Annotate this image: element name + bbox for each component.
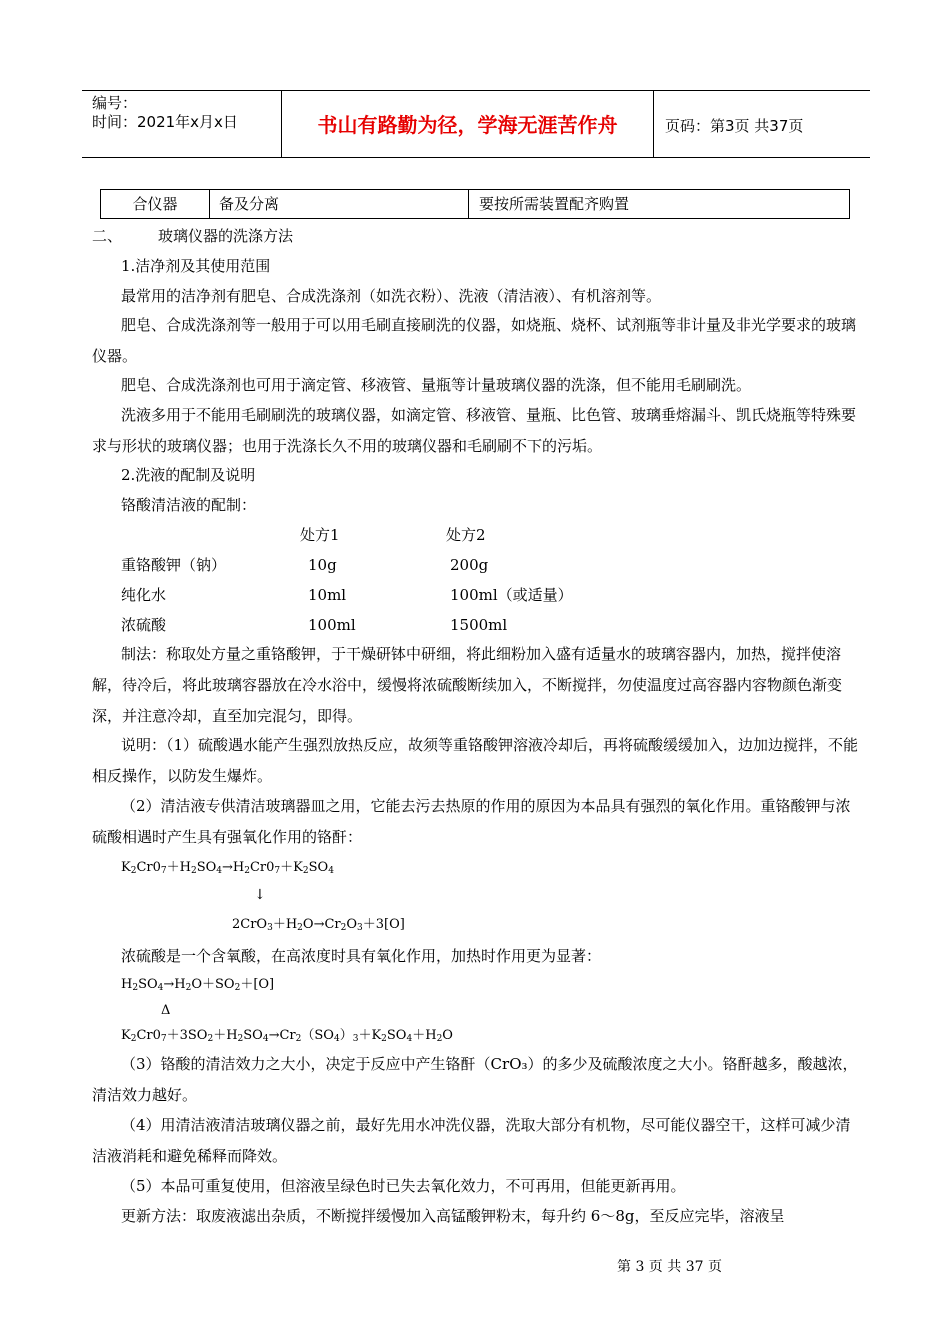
header-left	[92, 94, 238, 132]
recipe-row-name: 纯化水	[121, 586, 167, 604]
chemical-equation: $2CrO_3+H_2O\to Cr_2O_3+3[O]$	[232, 917, 405, 933]
subsection-title: 2.洗液的配制及说明	[121, 466, 256, 484]
paragraph: 说明：（1）硫酸遇水能产生强烈放热反应，故须等重铬酸钾溶液冷却后，再将硫酸缓缓加入，边加边搅拌，不能相反操作，以防发生爆炸。	[92, 736, 859, 785]
page-footer: 第 3 页 共 37 页	[617, 1259, 722, 1275]
recipe-row-value: 100ml（或适量）	[450, 586, 573, 604]
paragraph: 铬酸清洁液的配制：	[121, 496, 257, 514]
paragraph: 浓硫酸是一个含氧酸，在高浓度时具有氧化作用，加热时作用更为显著：	[121, 947, 602, 965]
subsection-title: 1.洁净剂及其使用范围	[121, 257, 271, 275]
header-bottom-rule	[82, 157, 870, 158]
recipe-row-name: 浓硫酸	[121, 616, 167, 634]
paragraph: 肥皂、合成洗涤剂也可用于滴定管、移液管、量瓶等计量玻璃仪器的洗涤，但不能用毛刷刷洗。	[121, 376, 752, 394]
paragraph: （4）用清洁液清洁玻璃仪器之前，最好先用水冲洗仪器，洗取大部分有机物，尽可能仪器空干，这样可减少清洁液消耗和避免稀释而降效。	[92, 1116, 851, 1165]
recipe-row-value: 100ml	[308, 616, 356, 634]
section-heading-number: 二、	[92, 227, 123, 245]
header-divider-right	[653, 90, 654, 157]
header-motto: 书山有路勤为径，学海无涯苦作舟	[317, 113, 618, 137]
paragraph: 更新方法：取废液滤出杂质，不断搅拌缓慢加入高锰酸钾粉末，每升约 6～8g，至反应完毕，溶液呈	[121, 1207, 785, 1225]
recipe-row-name: 重铬酸钾（钠）	[121, 556, 227, 574]
recipe-col-header: 处方1	[300, 526, 340, 544]
paragraph: （5）本品可重复使用，但溶液呈绿色时已失去氧化效力，不可再用，但能更新再用。	[121, 1177, 686, 1195]
recipe-row-value: 1500ml	[450, 616, 508, 634]
delta-symbol: Δ	[161, 1003, 171, 1018]
paragraph: 洗液多用于不能用毛刷刷洗的玻璃仪器，如滴定管、移液管、量瓶、比色管、玻璃垂熔漏斗、凯氏烧瓶等特殊要求与形状的玻璃仪器；也用于洗涤长久不用的玻璃仪器和毛刷刷不下的污垢。	[92, 406, 857, 455]
chemical-equation: $K_2Cr0_7+H_2SO_4\to H_2Cr0_7+K_2SO_4$	[121, 860, 334, 876]
arrow-down-icon: ↓	[254, 887, 266, 903]
table-cell: 要按所需装置配齐购置	[479, 195, 630, 213]
paragraph: 肥皂、合成洗涤剂等一般用于可以用毛刷直接刷洗的仪器，如烧瓶、烧杯、试剂瓶等非计量及非光学要求的玻璃仪器。	[92, 316, 857, 365]
chemical-equation: $H_2SO_4\to H_2O+SO_2+[O]$	[121, 977, 275, 993]
chemical-equation: $K_2Cr0_7+3SO_2+H_2SO_4\to Cr_2(SO_4)_3+K_2SO_4+H_2O$	[121, 1028, 453, 1044]
table-cell: 备及分离	[210, 190, 469, 218]
recipe-row-value: 10g	[308, 556, 337, 574]
paragraph: 最常用的洁净剂有肥皂、合成洗涤剂（如洗衣粉）、洗液（清洁液）、有机溶剂等。	[121, 287, 662, 305]
section-heading-text: 玻璃仪器的洗涤方法	[158, 227, 294, 245]
recipe-row-value: 200g	[450, 556, 489, 574]
paragraph: （3）铬酸的清洁效力之大小，决定于反应中产生铬酐（CrO₃）的多少及硫酸浓度之大小。铬酐越多，酸越浓，清洁效力越好。	[92, 1055, 858, 1104]
header-top-rule	[82, 90, 870, 91]
header-code-label: 编号：	[92, 94, 138, 112]
paragraph: 制法：称取处方量之重铬酸钾，于干燥研钵中研细，将此细粉加入盛有适量水的玻璃容器内，加热，搅拌使溶解，待冷后，将此玻璃容器放在冷水浴中，缓慢将浓硫酸断续加入，不断搅拌，勿使温度过高容器内容物颜色渐变深，并注意冷却，直至加完混匀，即得。	[92, 645, 843, 725]
header-time-label: 时间：2021年x月x日	[92, 113, 238, 131]
paragraph: （2）清洁液专供清洁玻璃器皿之用，它能去污去热原的作用的原因为本品具有强烈的氧化作用。重铬酸钾与浓硫酸相遇时产生具有强氧化作用的铬酐：	[92, 797, 851, 846]
recipe-row-value: 10ml	[308, 586, 347, 604]
recipe-col-header: 处方2	[446, 526, 486, 544]
table-fragment-row	[100, 189, 850, 219]
table-cell: 合仪器	[101, 190, 210, 218]
header-page-info: 页码：第3页 共37页	[665, 117, 804, 135]
